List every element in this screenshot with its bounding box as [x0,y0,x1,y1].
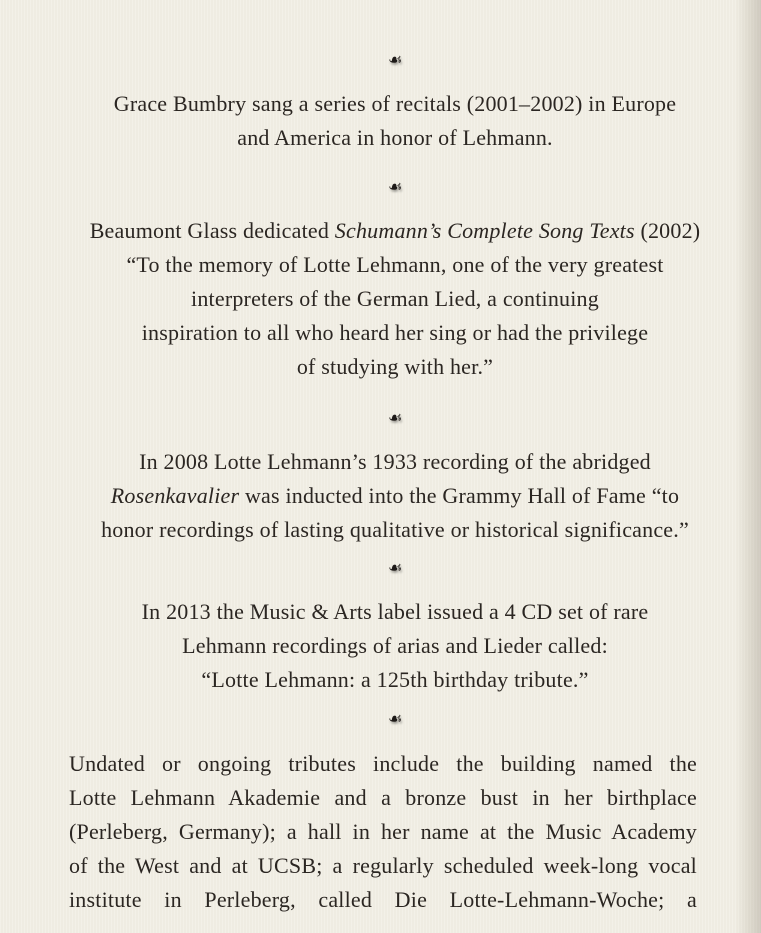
text-line: In 2008 Lotte Lehmann’s 1933 recording of the abridged [139,449,651,474]
recording-title: Rosenkavalier [110,483,240,508]
text-line: “Lotte Lehmann: a 125th birthday tribute.” [201,667,589,692]
text-line: interpreters of the German Lied, a continuing [191,286,599,311]
book-title: Schumann’s Complete Song Texts [334,218,635,243]
text-line: Undated or ongoing tributes include the building named the [69,751,697,776]
text-line: of studying with her.” [296,354,494,379]
text-line: and America in honor of Lehmann. [237,125,553,150]
text-line: “To the memory of Lotte Lehmann, one of the very greatest [126,252,664,277]
fleuron-ornament-icon: ☙ [387,709,403,728]
text-line [50,479,740,513]
text-line: Lehmann recordings of arias and Lieder called: [182,633,608,658]
text-fragment: Beaumont Glass dedicated [89,218,335,243]
paragraph-music-arts [60,595,730,697]
paragraph-undated-tributes [69,747,697,917]
fleuron-ornament-icon: ☙ [387,177,403,196]
fleuron-ornament-icon: ☙ [387,408,403,427]
text-line: Lotte Lehmann Akademie and a bronze bust in her birthplace [69,785,697,810]
paragraph-glass-dedication [60,214,730,384]
text-line: inspiration to all who heard her sing or had the privilege [141,320,649,345]
text-line: honor recordings of lasting qualitative or historical significance.” [101,517,689,542]
text-fragment: (2002) [634,218,701,243]
text-line [60,214,730,248]
paragraph-bumbry [60,87,730,155]
text-fragment: was inducted into the Grammy Hall of Fame “to [239,483,680,508]
text-line: Grace Bumbry sang a series of recitals (2001–2002) in Europe [113,91,677,116]
fleuron-ornament-icon: ☙ [387,558,403,577]
text-line: (Perleberg, Germany); a hall in her name at the Music Academy [69,819,697,844]
paragraph-grammy [50,445,740,547]
text-line: institute in Perleberg, called Die Lotte-Lehmann-Woche; a [69,887,697,912]
text-line: of the West and at UCSB; a regularly scheduled week-long vocal [69,853,697,878]
text-line: In 2013 the Music & Arts label issued a 4 CD set of rare [141,599,649,624]
fleuron-ornament-icon: ☙ [387,50,403,69]
